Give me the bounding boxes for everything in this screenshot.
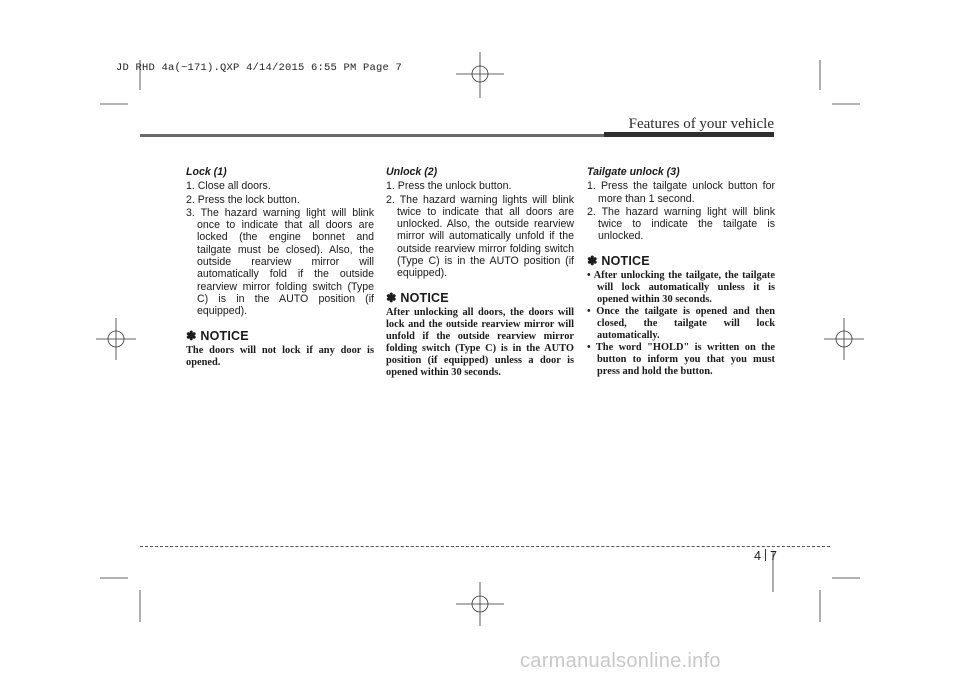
registration-mark-bottom: [456, 582, 504, 626]
notice-title: NOTICE: [601, 253, 650, 268]
step: 2. The hazard warning light will blink twice to indicate the tailgate is unlocked.: [587, 205, 775, 243]
step: 1. Press the unlock button.: [386, 180, 512, 193]
notice-icon: ✽: [386, 290, 397, 305]
step: 2. The hazard warning lights will blink twice to indicate that all doors are unlocked. Also, the outside rearview mirror will automatically unfold if the outside rearview mirror folding switch (Type C) is in the AUTO position (if equipped).: [386, 193, 574, 280]
step: 1. Close all doors.: [186, 180, 271, 193]
lock-steps: [186, 180, 374, 317]
notice-heading: [386, 292, 574, 304]
chapter-number: 4: [754, 549, 761, 563]
notice-heading: [587, 255, 775, 267]
page-number-value: 7: [769, 549, 777, 563]
notice-item: • The word "HOLD" is written on the button to inform you that you must press and hold the button.: [587, 342, 775, 378]
print-slug: JD RHD 4a(~171).QXP 4/14/2015 6:55 PM Page 7: [116, 62, 403, 74]
registration-mark-right: [824, 318, 864, 360]
notice-icon: ✽: [186, 328, 197, 343]
unlock-steps: [386, 180, 574, 279]
notice-body: After unlocking all doors, the doors will lock and the outside rearview mirror will unfold if the outside rearview mirror folding switch (Type C) is in the AUTO position (if equipped) unless a door is opened within 30 seconds.: [386, 306, 574, 378]
header-rule-accent: [604, 132, 774, 137]
section-heading-lock: Lock (1): [186, 166, 227, 178]
page-number: [754, 549, 777, 563]
section-heading-unlock: Unlock (2): [386, 166, 438, 178]
registration-mark-top: [456, 52, 504, 98]
notice-body: The doors will not lock if any door is opened.: [186, 344, 374, 368]
watermark: carmanualsonline.info: [520, 650, 721, 672]
running-head: Features of your vehicle: [628, 116, 774, 132]
step: 3. The hazard warning light will blink once to indicate that all doors are locked (the engine bonnet and tailgate must be closed). Also, the outside rearview mirror will automatically fold if the outside rearview mirror folding switch (Type C) is in the AUTO position (if equipped).: [186, 206, 374, 318]
column-unlock: [386, 166, 574, 379]
notice-list: [587, 270, 775, 378]
notice-title: NOTICE: [400, 290, 449, 305]
tailgate-steps: [587, 180, 775, 242]
notice-heading: [186, 330, 374, 342]
footer-rule: [140, 546, 830, 547]
column-lock: [186, 166, 374, 369]
step: 1. Press the tailgate unlock button for more than 1 second.: [587, 180, 775, 205]
notice-icon: ✽: [587, 253, 598, 268]
registration-mark-left: [96, 318, 136, 360]
notice-item: • After unlocking the tailgate, the tailgate will lock automatically unless it is opened within 30 seconds.: [587, 270, 775, 306]
section-heading-tailgate-unlock: Tailgate unlock (3): [587, 166, 680, 178]
column-tailgate-unlock: [587, 166, 775, 378]
page-number-separator: [765, 549, 766, 561]
step: 2. Press the lock button.: [186, 193, 300, 206]
notice-title: NOTICE: [200, 328, 249, 343]
notice-item: • Once the tailgate is opened and then closed, the tailgate will lock automatically.: [587, 306, 775, 342]
